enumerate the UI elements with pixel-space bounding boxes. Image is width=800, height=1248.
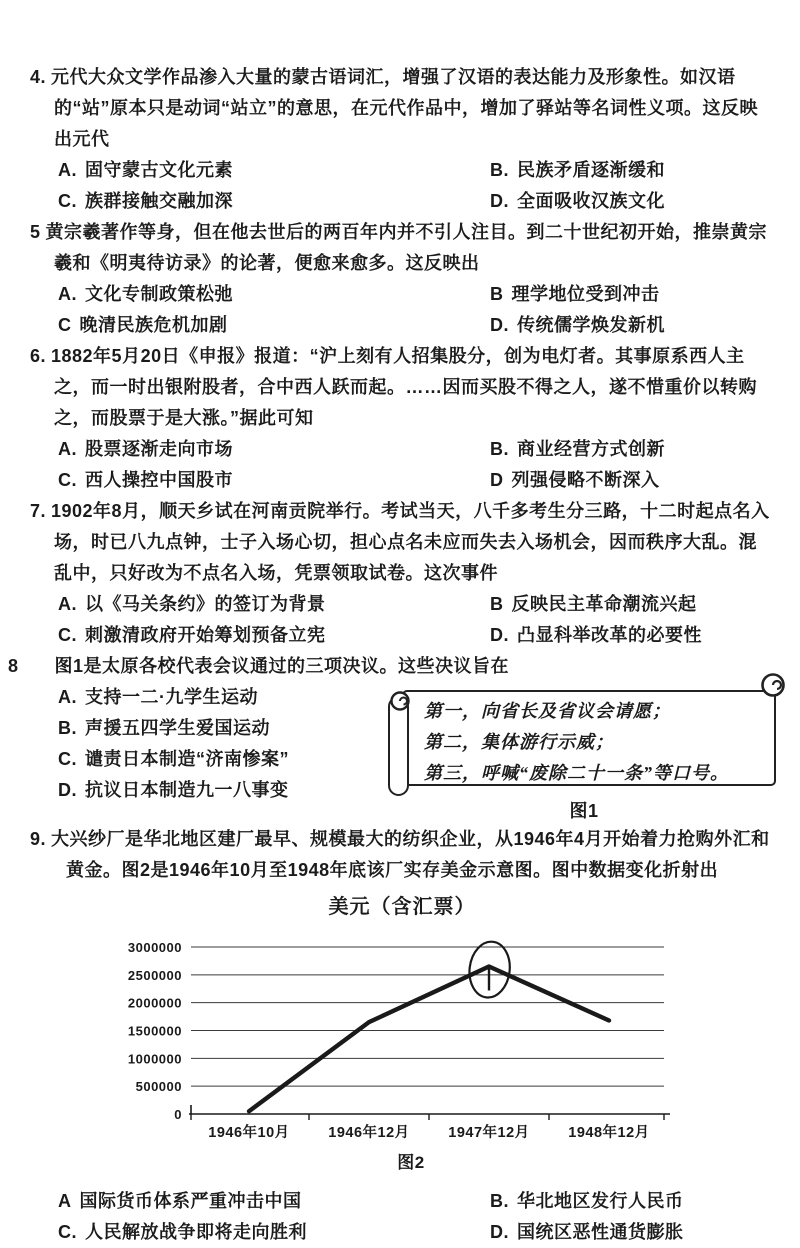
question-8: [8, 651, 774, 824]
svg-text:1946年12月: 1946年12月: [328, 1125, 410, 1141]
option-b: B. 商业经营方式创新: [490, 439, 665, 459]
question-number: 4.: [30, 67, 47, 87]
figure-1-caption: 图1: [569, 801, 599, 821]
resolution-2: 第二，集体游行示威；: [424, 732, 614, 752]
option-c: C. 刺激清政府开始筹划预备立宪: [58, 625, 326, 645]
question-9-options: [30, 1186, 774, 1248]
question-7: [30, 496, 774, 651]
scroll-resolutions: [424, 696, 729, 789]
option-b: B 理学地位受到冲击: [490, 284, 660, 304]
scroll-spiral-top-right-icon: [760, 672, 786, 698]
question-7-stem: [30, 496, 774, 589]
option-c: C 晚清民族危机加剧: [58, 315, 228, 335]
question-8-options: [30, 682, 388, 806]
chart-title: 美元（含汇票）: [328, 896, 476, 918]
svg-text:图2: 图2: [397, 1153, 425, 1172]
option-d: D. 国统区恶性通货膨胀: [490, 1222, 684, 1242]
svg-text:2000000: 2000000: [127, 995, 182, 1011]
question-5-stem: [30, 217, 774, 279]
question-8-stem: [8, 651, 774, 682]
question-text: 黄宗羲著作等身，但在他去世后的两百年内并不引人注目。到二十世纪初开始，推崇黄宗羲和《明夷待访录》的论著，便愈来愈多。这反映出: [45, 222, 768, 273]
option-a: A. 以《马关条约》的签订为背景: [58, 594, 326, 614]
svg-text:500000: 500000: [135, 1079, 182, 1095]
figure-1: [388, 680, 780, 824]
svg-text:1948年12月: 1948年12月: [568, 1125, 650, 1141]
option-b: B 反映民主革命潮流兴起: [490, 594, 697, 614]
option-b: B. 华北地区发行人民币: [490, 1191, 684, 1211]
question-6-options: [30, 434, 774, 496]
scroll-spiral-top-left-icon: [389, 690, 411, 712]
option-a: A. 文化专制政策松弛: [58, 284, 233, 304]
option-d: D. 传统儒学焕发新机: [490, 315, 665, 335]
question-number: 5: [30, 222, 41, 242]
question-7-options: [30, 589, 774, 651]
option-a: A. 固守蒙古文化元素: [58, 160, 233, 180]
question-5: [30, 217, 774, 341]
option-c: C. 西人操控中国股市: [58, 470, 233, 490]
question-number: 8: [8, 656, 19, 676]
question-text: 大兴纱厂是华北地区建厂最早、规模最大的纺织企业，从1946年4月开始着力抢购外汇和黄金。图2是1946年10月至1948年底该厂实存美金示意图。图中数据变化折射出: [51, 829, 770, 880]
question-5-options: [30, 279, 774, 341]
question-9-stem: [30, 824, 774, 886]
question-number: 7.: [30, 501, 47, 521]
chart-figure-2: [116, 922, 774, 1184]
scroll-graphic: [388, 680, 780, 798]
option-c: C. 谴责日本制造“济南惨案”: [58, 749, 289, 769]
question-text: 元代大众文学作品渗入大量的蒙古语词汇，增强了汉语的表达能力及形象性。如汉语的“站”原本只是动词“站立”的意思，在元代作品中，增加了驿站等名词性义项。这反映出元代: [51, 67, 758, 149]
resolution-3: 第三，呼喊“废除二十一条”等口号。: [424, 763, 729, 783]
option-d: D 列强侵略不断深入: [490, 470, 660, 490]
option-c: C. 人民解放战争即将走向胜利: [58, 1222, 307, 1242]
question-number: 6.: [30, 346, 47, 366]
question-4-options: [30, 155, 774, 217]
option-c: C. 族群接触交融加深: [58, 191, 233, 211]
resolution-1: 第一，向省长及省议会请愿；: [424, 701, 671, 721]
question-text: 图1是太原各校代表会议通过的三项决议。这些决议旨在: [54, 656, 510, 676]
line-chart: [116, 922, 701, 1174]
option-d: D. 抗议日本制造九一八事变: [58, 780, 289, 800]
option-a: A. 股票逐渐走向市场: [58, 439, 233, 459]
question-4: [30, 62, 774, 217]
option-b: B. 声援五四学生爱国运动: [58, 718, 270, 738]
option-a: A. 支持一二·九学生运动: [58, 687, 258, 707]
question-number: 9.: [30, 829, 47, 849]
question-9: [30, 824, 774, 1248]
option-b: B. 民族矛盾逐渐缓和: [490, 160, 665, 180]
option-a: A 国际货币体系严重冲击中国: [58, 1191, 302, 1211]
svg-text:1000000: 1000000: [127, 1051, 182, 1067]
question-4-stem: [30, 62, 774, 155]
question-6: [30, 341, 774, 496]
question-6-stem: [30, 341, 774, 434]
svg-text:1947年12月: 1947年12月: [448, 1125, 530, 1141]
svg-text:3000000: 3000000: [127, 940, 182, 955]
svg-text:1946年10月: 1946年10月: [208, 1125, 290, 1141]
svg-text:2500000: 2500000: [127, 967, 182, 983]
svg-text:1500000: 1500000: [127, 1023, 182, 1039]
svg-text:0: 0: [174, 1107, 182, 1122]
option-d: D. 全面吸收汉族文化: [490, 191, 665, 211]
option-d: D. 凸显科举改革的必要性: [490, 625, 702, 645]
question-text: 1882年5月20日《申报》报道：“沪上刻有人招集股分，创为电灯者。其事原系西人主之，而一时出银附股者，合中西人跃而起。……因而买股不得之人，遂不惜重价以转购之，而股票于是大涨。”据此可知: [51, 346, 757, 428]
question-text: 1902年8月，顺天乡试在河南贡院举行。考试当天，八千多考生分三路，十二时起点名入场，时已八九点钟，士子入场心切，担心点名未应而失去入场机会，因而秩序大乱。混乱中，只好改为不点名入场，凭票领取试卷。这次事件: [51, 501, 770, 583]
